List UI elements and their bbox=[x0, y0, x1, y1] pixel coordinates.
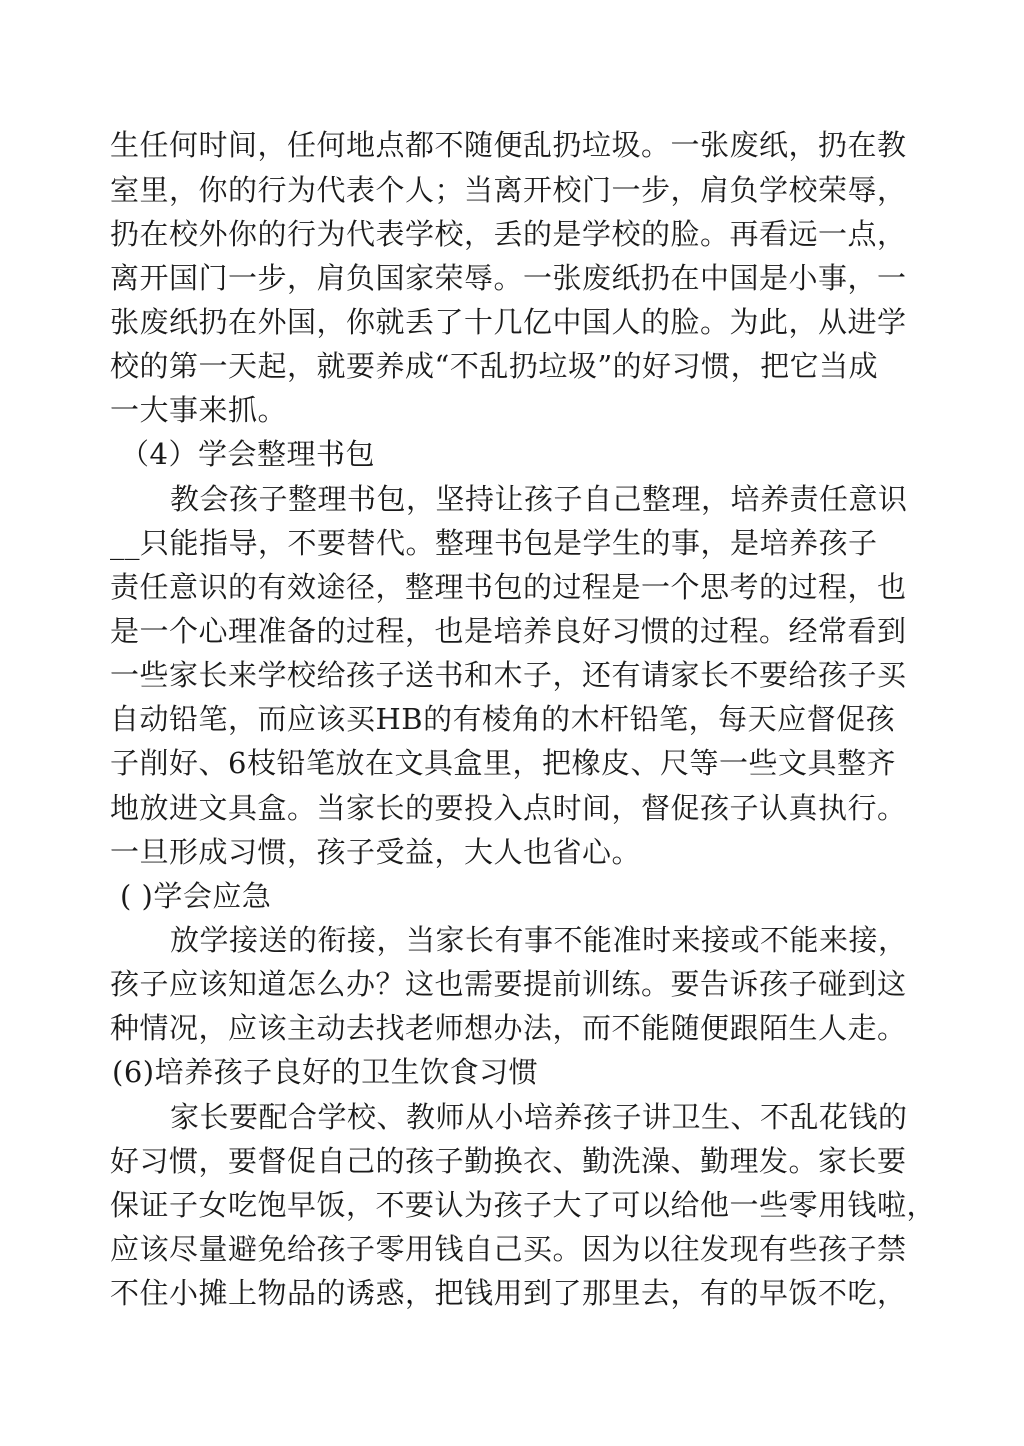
text-line: 家长要配合学校、教师从小培养孩子讲卫生、不乱花钱的 bbox=[170, 1100, 908, 1134]
text-line: 一大事来抓。 bbox=[110, 393, 288, 427]
section-heading: （4）学会整理书包 bbox=[120, 437, 375, 471]
text-line: 生任何时间，任何地点都不随便乱扔垃圾。一张废纸，扔在教 bbox=[110, 128, 907, 162]
text-line: 扔在校外你的行为代表学校，丢的是学校的脸。再看远一点， bbox=[110, 217, 907, 251]
text-line: 不住小摊上物品的诱惑，把钱用到了那里去，有的早饭不吃， bbox=[110, 1276, 907, 1310]
text-line: 离开国门一步，肩负国家荣辱。一张废纸扔在中国是小事，一 bbox=[110, 261, 907, 295]
text-line: 校的第一天起，就要养成“不乱扔垃圾”的好习惯，把它当成 bbox=[110, 349, 879, 383]
text-line: 一些家长来学校给孩子送书和木子，还有请家长不要给孩子买 bbox=[110, 658, 907, 692]
text-line: 地放进文具盒。当家长的要投入点时间，督促孩子认真执行。 bbox=[110, 791, 907, 825]
section-heading: ( )学会应急 bbox=[120, 879, 272, 913]
text-line: 种情况，应该主动去找老师想办法，而不能随便跟陌生人走。 bbox=[110, 1011, 907, 1045]
section-heading: (6)培养孩子良好的卫生饮食习惯 bbox=[112, 1055, 539, 1089]
text-line: 子削好、6枝铅笔放在文具盒里，把橡皮、尺等一些文具整齐 bbox=[110, 746, 896, 780]
text-line: 应该尽量避免给孩子零用钱自己买。因为以往发现有些孩子禁 bbox=[110, 1232, 907, 1266]
text-line: 好习惯，要督促自己的孩子勤换衣、勤洗澡、勤理发。家长要 bbox=[110, 1144, 907, 1178]
text-line: 一旦形成习惯，孩子受益，大人也省心。 bbox=[110, 835, 642, 869]
text-line: __只能指导，不要替代。整理书包是学生的事，是培养孩子 bbox=[110, 526, 878, 560]
text-line: 是一个心理准备的过程，也是培养良好习惯的过程。经常看到 bbox=[110, 614, 907, 648]
text-line: 保证子女吃饱早饭，不要认为孩子大了可以给他一些零用钱啦， bbox=[110, 1188, 937, 1222]
text-line: 放学接送的衔接，当家长有事不能准时来接或不能来接， bbox=[170, 923, 908, 957]
text-line: 教会孩子整理书包，坚持让孩子自己整理，培养责任意识 bbox=[170, 482, 908, 516]
text-line: 室里，你的行为代表个人；当离开校门一步，肩负学校荣辱， bbox=[110, 173, 907, 207]
text-line: 自动铅笔，而应该买HB的有棱角的木杆铅笔，每天应督促孩 bbox=[110, 702, 896, 736]
text-line: 张废纸扔在外国，你就丢了十几亿中国人的脸。为此，从进学 bbox=[110, 305, 907, 339]
text-line: 责任意识的有效途径，整理书包的过程是一个思考的过程，也 bbox=[110, 570, 907, 604]
text-line: 孩子应该知道怎么办？这也需要提前训练。要告诉孩子碰到这 bbox=[110, 967, 907, 1001]
